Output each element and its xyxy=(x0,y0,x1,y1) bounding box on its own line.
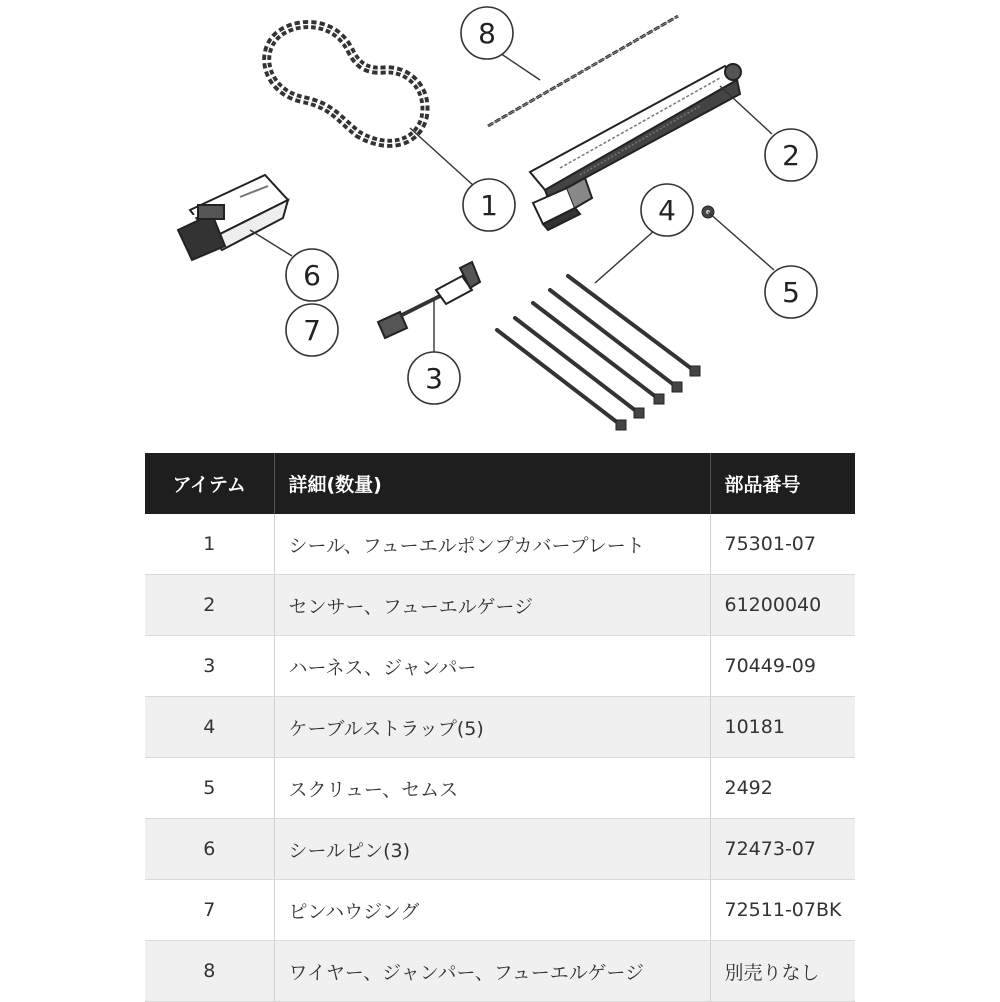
cell-item: 6 xyxy=(145,819,274,880)
callout-4 xyxy=(641,184,693,236)
part-1-seal xyxy=(267,25,425,144)
table-header-row xyxy=(145,453,855,514)
callout-8-label: 8 xyxy=(478,17,496,50)
header-description: 詳細(数量) xyxy=(274,453,710,514)
table-row xyxy=(145,941,855,1002)
cell-part-number: 別売りなし xyxy=(710,941,855,1002)
cell-item: 2 xyxy=(145,575,274,636)
table-row xyxy=(145,697,855,758)
part-6-7-connector xyxy=(178,175,288,260)
cell-item: 8 xyxy=(145,941,274,1002)
cell-item: 7 xyxy=(145,880,274,941)
header-part-number: 部品番号 xyxy=(710,453,855,514)
callout-6 xyxy=(286,249,338,301)
callout-6-label: 6 xyxy=(303,259,321,292)
cell-part-number: 72511-07BK xyxy=(710,880,855,941)
cell-description: センサー、フューエルゲージ xyxy=(274,575,710,636)
table-row xyxy=(145,636,855,697)
parts-table xyxy=(145,453,855,1002)
table-row xyxy=(145,880,855,941)
callout-7 xyxy=(286,304,338,356)
part-3-harness xyxy=(378,262,480,338)
header-item: アイテム xyxy=(145,453,274,514)
cell-part-number: 2492 xyxy=(710,758,855,819)
cell-item: 4 xyxy=(145,697,274,758)
cell-item: 3 xyxy=(145,636,274,697)
callout-1 xyxy=(463,179,515,231)
cell-description: シール、フューエルポンプカバープレート xyxy=(274,514,710,575)
table-row xyxy=(145,575,855,636)
callout-3-label: 3 xyxy=(425,362,443,395)
callout-3 xyxy=(408,352,460,404)
table-row xyxy=(145,514,855,575)
cell-part-number: 72473-07 xyxy=(710,819,855,880)
cell-description: シールピン(3) xyxy=(274,819,710,880)
callout-7-label: 7 xyxy=(303,314,321,347)
table-row xyxy=(145,758,855,819)
cell-description: ワイヤー、ジャンパー、フューエルゲージ xyxy=(274,941,710,1002)
parts-diagram xyxy=(0,0,1000,440)
cell-description: ケーブルストラップ(5) xyxy=(274,697,710,758)
callout-5 xyxy=(765,266,817,318)
cell-part-number: 75301-07 xyxy=(710,514,855,575)
part-4-cable-straps xyxy=(497,276,696,426)
cell-part-number: 70449-09 xyxy=(710,636,855,697)
cell-description: ハーネス、ジャンパー xyxy=(274,636,710,697)
cell-item: 5 xyxy=(145,758,274,819)
callout-8 xyxy=(461,7,513,59)
callout-5-label: 5 xyxy=(782,276,800,309)
callout-2-label: 2 xyxy=(782,139,800,172)
callout-4-label: 4 xyxy=(658,194,676,227)
cell-description: ピンハウジング xyxy=(274,880,710,941)
callout-1-label: 1 xyxy=(480,189,498,222)
cell-item: 1 xyxy=(145,514,274,575)
cell-part-number: 61200040 xyxy=(710,575,855,636)
part-2-sensor xyxy=(530,64,741,230)
callout-2 xyxy=(765,129,817,181)
table-row xyxy=(145,819,855,880)
cell-description: スクリュー、セムス xyxy=(274,758,710,819)
cell-part-number: 10181 xyxy=(710,697,855,758)
